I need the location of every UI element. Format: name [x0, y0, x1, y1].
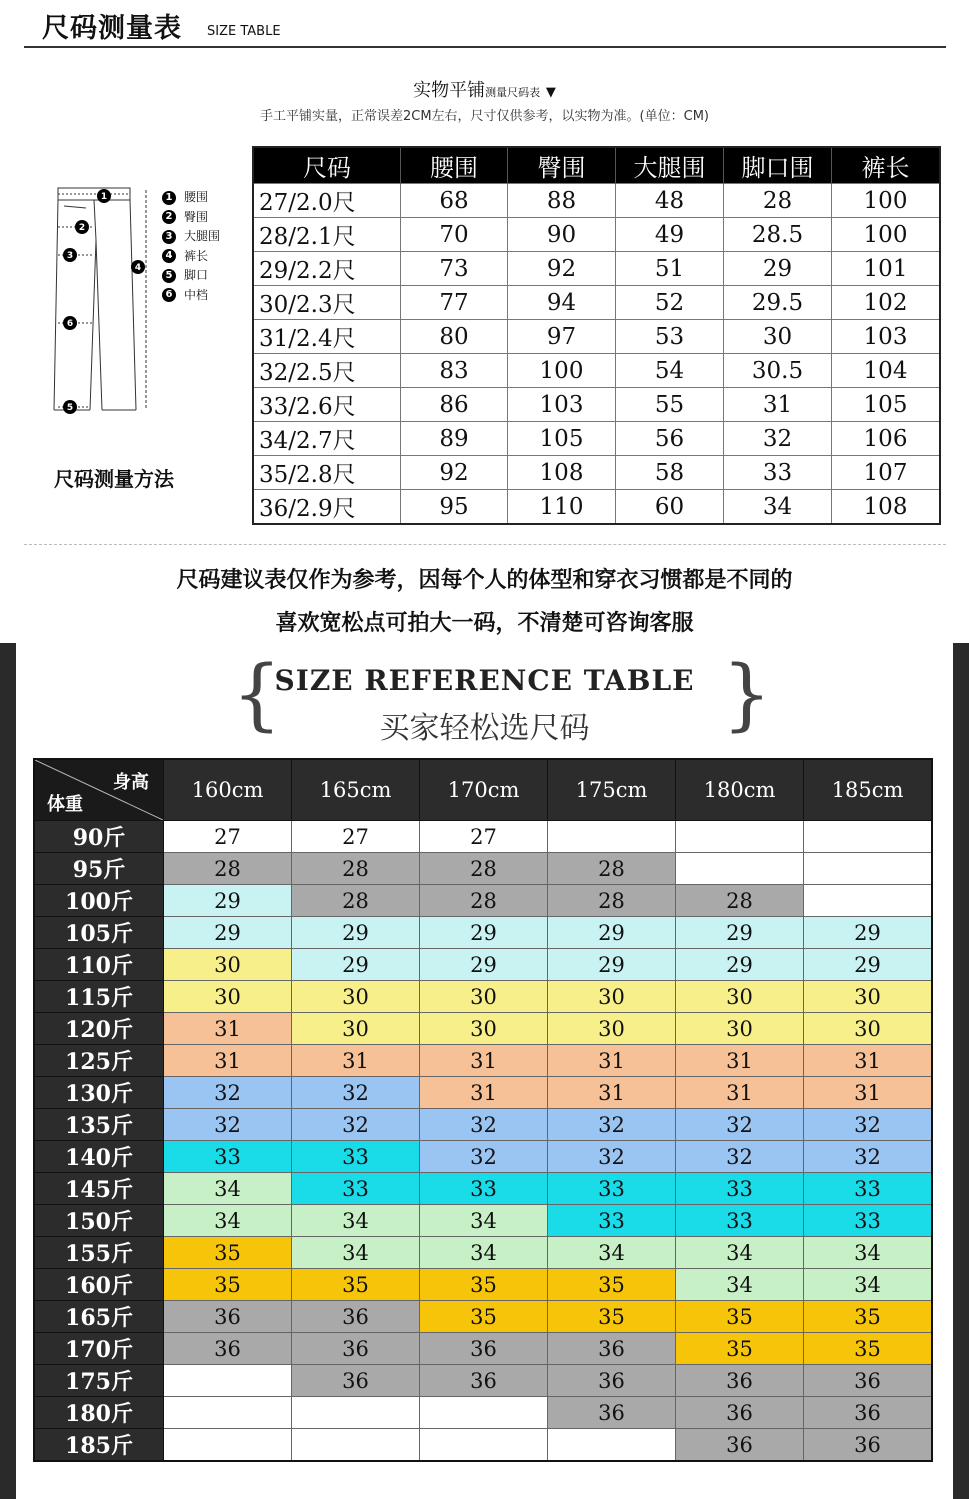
down-arrow-icon: ▼	[545, 85, 556, 100]
size-value-cell: 108	[832, 490, 941, 525]
weight-cell: 180斤	[34, 1397, 164, 1429]
reference-row	[34, 1301, 932, 1333]
weight-cell: 115斤	[34, 981, 164, 1013]
size-cell: 35	[676, 1301, 804, 1333]
reference-row	[34, 1397, 932, 1429]
size-cell: 32	[676, 1109, 804, 1141]
height-label: 身高	[113, 772, 149, 793]
size-value-cell: 28	[724, 184, 832, 218]
reference-row	[34, 1333, 932, 1365]
size-value-cell: 80	[401, 320, 508, 354]
size-cell: 34	[420, 1237, 548, 1269]
size-col-header: 裤长	[832, 147, 941, 184]
size-label-cell: 28/2.1尺	[253, 218, 401, 252]
size-cell: 36	[548, 1365, 676, 1397]
size-cell: 35	[548, 1269, 676, 1301]
size-cell: 29	[676, 917, 804, 949]
size-reference-table	[33, 758, 933, 1462]
size-value-cell: 68	[401, 184, 508, 218]
size-value-cell: 30.5	[724, 354, 832, 388]
legend-number: 3	[162, 230, 176, 244]
size-cell: 32	[164, 1077, 292, 1109]
size-table	[252, 146, 941, 525]
size-cell: 34	[164, 1205, 292, 1237]
size-cell: 29	[548, 917, 676, 949]
size-cell: 33	[548, 1173, 676, 1205]
size-cell: 31	[292, 1045, 420, 1077]
size-cell: 35	[164, 1269, 292, 1301]
corner-header	[34, 759, 164, 821]
size-value-cell: 103	[508, 388, 616, 422]
size-cell: 32	[676, 1141, 804, 1173]
size-cell: 31	[676, 1045, 804, 1077]
size-value-cell: 94	[508, 286, 616, 320]
size-cell: 28	[548, 885, 676, 917]
size-cell: 35	[676, 1333, 804, 1365]
reference-row	[34, 1045, 932, 1077]
size-cell: 35	[548, 1301, 676, 1333]
size-cell: 28	[292, 853, 420, 885]
size-label-cell: 31/2.4尺	[253, 320, 401, 354]
legend-number: 2	[162, 210, 176, 224]
size-cell: 36	[548, 1333, 676, 1365]
size-value-cell: 101	[832, 252, 941, 286]
size-value-cell: 53	[616, 320, 724, 354]
size-cell: 34	[164, 1173, 292, 1205]
size-cell	[676, 821, 804, 853]
size-cell: 30	[804, 981, 933, 1013]
reference-row	[34, 949, 932, 981]
measure-note: 手工平铺实量，正常误差2CM左右，尺寸仅供参考，以实物为准。(单位：CM)	[259, 109, 709, 124]
page-title: 尺码测量表	[42, 13, 182, 44]
size-label-cell: 30/2.3尺	[253, 286, 401, 320]
size-label-cell: 36/2.9尺	[253, 490, 401, 525]
size-cell: 30	[292, 1013, 420, 1045]
size-value-cell: 28.5	[724, 218, 832, 252]
size-cell: 36	[164, 1333, 292, 1365]
size-row	[253, 388, 940, 422]
size-cell: 28	[164, 853, 292, 885]
size-value-cell: 29	[724, 252, 832, 286]
weight-cell: 140斤	[34, 1141, 164, 1173]
size-value-cell: 103	[832, 320, 941, 354]
pants-diagram	[50, 180, 160, 420]
height-col-header: 170cm	[420, 759, 548, 821]
weight-cell: 95斤	[34, 853, 164, 885]
size-cell: 35	[164, 1237, 292, 1269]
size-row	[253, 456, 940, 490]
size-cell: 28	[420, 853, 548, 885]
size-cell: 31	[548, 1077, 676, 1109]
size-cell: 30	[804, 1013, 933, 1045]
size-row	[253, 286, 940, 320]
height-col-header: 165cm	[292, 759, 420, 821]
size-row	[253, 422, 940, 456]
height-col-header: 175cm	[548, 759, 676, 821]
size-cell: 31	[804, 1077, 933, 1109]
size-cell: 32	[420, 1141, 548, 1173]
reference-row	[34, 1269, 932, 1301]
size-cell: 29	[676, 949, 804, 981]
size-value-cell: 32	[724, 422, 832, 456]
size-cell: 33	[292, 1141, 420, 1173]
size-cell: 33	[804, 1205, 933, 1237]
measure-method-label: 尺码测量方法	[54, 467, 174, 491]
size-cell: 36	[292, 1333, 420, 1365]
size-cell: 28	[420, 885, 548, 917]
legend-number: 6	[162, 288, 176, 302]
size-cell: 31	[420, 1077, 548, 1109]
size-value-cell: 110	[508, 490, 616, 525]
size-value-cell: 90	[508, 218, 616, 252]
size-value-cell: 108	[508, 456, 616, 490]
reference-title-en: SIZE REFERENCE TABLE	[274, 664, 695, 697]
size-cell: 30	[420, 1013, 548, 1045]
legend-label: 腰围	[184, 190, 209, 204]
height-col-header: 180cm	[676, 759, 804, 821]
legend-number: 5	[162, 269, 176, 283]
weight-cell: 175斤	[34, 1365, 164, 1397]
size-cell: 36	[804, 1397, 933, 1429]
size-advice	[0, 559, 969, 645]
size-cell: 29	[804, 949, 933, 981]
size-value-cell: 48	[616, 184, 724, 218]
reference-row	[34, 981, 932, 1013]
size-cell: 35	[420, 1269, 548, 1301]
height-col-header: 160cm	[164, 759, 292, 821]
size-row	[253, 320, 940, 354]
weight-cell: 160斤	[34, 1269, 164, 1301]
reference-row	[34, 1109, 932, 1141]
size-cell	[804, 853, 933, 885]
weight-cell: 110斤	[34, 949, 164, 981]
right-brace-icon: }	[722, 650, 772, 740]
svg-text:3: 3	[66, 251, 74, 261]
size-cell: 31	[676, 1077, 804, 1109]
size-value-cell: 105	[508, 422, 616, 456]
size-cell: 33	[676, 1173, 804, 1205]
size-cell: 29	[292, 949, 420, 981]
size-label-cell: 33/2.6尺	[253, 388, 401, 422]
size-cell: 32	[292, 1109, 420, 1141]
size-cell: 36	[292, 1301, 420, 1333]
size-cell: 36	[676, 1397, 804, 1429]
size-value-cell: 92	[401, 456, 508, 490]
legend-label: 中档	[184, 287, 209, 302]
size-value-cell: 102	[832, 286, 941, 320]
reference-row	[34, 1141, 932, 1173]
size-cell	[292, 1429, 420, 1462]
size-cell: 29	[164, 917, 292, 949]
size-value-cell: 55	[616, 388, 724, 422]
size-col-header: 大腿围	[616, 147, 724, 184]
size-cell	[420, 1397, 548, 1429]
legend-item	[162, 227, 220, 247]
size-cell: 29	[292, 917, 420, 949]
size-value-cell: 107	[832, 456, 941, 490]
size-value-cell: 97	[508, 320, 616, 354]
size-cell	[164, 1429, 292, 1462]
size-value-cell: 60	[616, 490, 724, 525]
size-cell: 36	[804, 1429, 933, 1462]
svg-text:4: 4	[134, 263, 142, 273]
legend-label: 脚口	[184, 268, 209, 282]
size-cell	[804, 821, 933, 853]
size-cell: 34	[420, 1205, 548, 1237]
size-label-cell: 29/2.2尺	[253, 252, 401, 286]
size-value-cell: 49	[616, 218, 724, 252]
legend-number: 1	[162, 191, 176, 205]
size-cell	[548, 821, 676, 853]
size-value-cell: 100	[832, 218, 941, 252]
weight-cell: 125斤	[34, 1045, 164, 1077]
page-subtitle: SIZE TABLE	[207, 24, 281, 39]
size-cell: 33	[292, 1173, 420, 1205]
size-cell: 36	[164, 1301, 292, 1333]
size-cell: 27	[292, 821, 420, 853]
size-cell: 32	[548, 1141, 676, 1173]
size-cell: 33	[804, 1173, 933, 1205]
size-cell: 34	[548, 1237, 676, 1269]
size-table-header	[253, 147, 940, 184]
size-cell: 29	[164, 885, 292, 917]
reference-row	[34, 1237, 932, 1269]
size-cell: 30	[548, 981, 676, 1013]
size-label-cell: 35/2.8尺	[253, 456, 401, 490]
legend-item	[162, 208, 220, 228]
legend-item	[162, 247, 220, 267]
size-cell: 36	[420, 1333, 548, 1365]
size-col-header: 臀围	[508, 147, 616, 184]
size-cell: 36	[292, 1365, 420, 1397]
flat-title-small: 测量尺码表	[485, 86, 541, 99]
size-cell: 35	[292, 1269, 420, 1301]
weight-cell: 130斤	[34, 1077, 164, 1109]
size-cell: 36	[676, 1429, 804, 1462]
reference-row	[34, 853, 932, 885]
reference-row	[34, 885, 932, 917]
size-cell: 34	[292, 1205, 420, 1237]
size-cell: 31	[804, 1045, 933, 1077]
size-cell: 30	[164, 981, 292, 1013]
size-cell	[420, 1429, 548, 1462]
legend-item	[162, 188, 220, 208]
legend-item	[162, 286, 220, 306]
size-value-cell: 30	[724, 320, 832, 354]
reference-table-body	[34, 821, 932, 1462]
weight-label: 体重	[47, 794, 83, 815]
legend-label: 大腿围	[184, 229, 221, 243]
size-cell: 27	[164, 821, 292, 853]
weight-cell: 165斤	[34, 1301, 164, 1333]
size-value-cell: 52	[616, 286, 724, 320]
size-cell	[292, 1397, 420, 1429]
size-row	[253, 184, 940, 218]
legend-number: 4	[162, 249, 176, 263]
reference-row	[34, 1205, 932, 1237]
size-row	[253, 354, 940, 388]
size-cell: 32	[804, 1109, 933, 1141]
legend-label: 裤长	[184, 248, 209, 263]
flat-measure-title	[0, 76, 969, 102]
reference-row	[34, 821, 932, 853]
size-value-cell: 100	[832, 184, 941, 218]
weight-cell: 120斤	[34, 1013, 164, 1045]
size-cell: 33	[548, 1205, 676, 1237]
size-cell: 34	[292, 1237, 420, 1269]
size-cell: 29	[420, 949, 548, 981]
weight-cell: 90斤	[34, 821, 164, 853]
size-cell: 36	[548, 1397, 676, 1429]
size-cell: 29	[804, 917, 933, 949]
size-value-cell: 95	[401, 490, 508, 525]
size-cell: 28	[548, 853, 676, 885]
left-brace-icon: {	[232, 650, 282, 740]
svg-text:2: 2	[78, 223, 86, 233]
size-cell: 34	[676, 1237, 804, 1269]
size-value-cell: 58	[616, 456, 724, 490]
size-value-cell: 34	[724, 490, 832, 525]
size-value-cell: 31	[724, 388, 832, 422]
size-row	[253, 218, 940, 252]
size-cell	[164, 1365, 292, 1397]
reference-row	[34, 917, 932, 949]
size-cell: 36	[420, 1365, 548, 1397]
size-value-cell: 100	[508, 354, 616, 388]
weight-cell: 185斤	[34, 1429, 164, 1462]
size-cell: 31	[164, 1045, 292, 1077]
size-label-cell: 27/2.0尺	[253, 184, 401, 218]
size-value-cell: 77	[401, 286, 508, 320]
size-cell: 29	[420, 917, 548, 949]
size-value-cell: 106	[832, 422, 941, 456]
size-value-cell: 51	[616, 252, 724, 286]
size-table-body	[253, 184, 940, 525]
size-value-cell: 88	[508, 184, 616, 218]
size-cell: 28	[676, 885, 804, 917]
weight-cell: 170斤	[34, 1333, 164, 1365]
size-col-header: 脚口围	[724, 147, 832, 184]
svg-text:6: 6	[66, 319, 74, 329]
weight-cell: 105斤	[34, 917, 164, 949]
size-cell: 32	[164, 1109, 292, 1141]
size-value-cell: 29.5	[724, 286, 832, 320]
weight-cell: 155斤	[34, 1237, 164, 1269]
size-cell: 33	[420, 1173, 548, 1205]
size-label-cell: 34/2.7尺	[253, 422, 401, 456]
header-divider	[24, 46, 946, 48]
measure-legend	[162, 188, 220, 305]
size-cell: 32	[420, 1109, 548, 1141]
legend-item	[162, 266, 220, 286]
section-divider	[24, 544, 946, 545]
advice-line-1: 尺码建议表仅作为参考，因每个人的体型和穿衣习惯都是不同的	[176, 568, 793, 593]
size-cell: 36	[804, 1365, 933, 1397]
size-cell: 34	[804, 1269, 933, 1301]
size-cell: 33	[164, 1141, 292, 1173]
legend-label: 臀围	[184, 209, 209, 224]
weight-cell: 145斤	[34, 1173, 164, 1205]
size-value-cell: 33	[724, 456, 832, 490]
size-row	[253, 490, 940, 525]
svg-text:5: 5	[66, 403, 74, 413]
size-col-header: 腰围	[401, 147, 508, 184]
reference-row	[34, 1365, 932, 1397]
size-cell	[548, 1429, 676, 1462]
size-value-cell: 70	[401, 218, 508, 252]
size-cell: 35	[420, 1301, 548, 1333]
size-value-cell: 54	[616, 354, 724, 388]
size-cell: 28	[292, 885, 420, 917]
advice-line-2: 喜欢宽松点可拍大一码，不清楚可咨询客服	[275, 611, 694, 636]
size-cell: 31	[548, 1045, 676, 1077]
flat-title-main: 实物平铺	[413, 80, 486, 101]
size-value-cell: 86	[401, 388, 508, 422]
size-cell: 32	[292, 1077, 420, 1109]
size-cell: 34	[804, 1237, 933, 1269]
size-cell	[164, 1397, 292, 1429]
size-cell: 32	[804, 1141, 933, 1173]
height-col-header: 185cm	[804, 759, 933, 821]
size-value-cell: 105	[832, 388, 941, 422]
size-cell: 30	[292, 981, 420, 1013]
reference-row	[34, 1429, 932, 1462]
size-cell: 27	[420, 821, 548, 853]
size-label-cell: 32/2.5尺	[253, 354, 401, 388]
size-cell: 35	[804, 1333, 933, 1365]
size-cell	[676, 853, 804, 885]
size-cell: 33	[676, 1205, 804, 1237]
size-value-cell: 92	[508, 252, 616, 286]
size-cell: 31	[420, 1045, 548, 1077]
reference-row	[34, 1013, 932, 1045]
size-cell: 30	[420, 981, 548, 1013]
size-value-cell: 73	[401, 252, 508, 286]
reference-row	[34, 1077, 932, 1109]
size-value-cell: 56	[616, 422, 724, 456]
size-cell: 34	[676, 1269, 804, 1301]
reference-title-cn: 买家轻松选尺码	[379, 711, 590, 746]
size-col-header: 尺码	[253, 147, 401, 184]
size-value-cell: 104	[832, 354, 941, 388]
size-row	[253, 252, 940, 286]
reference-header-row	[34, 759, 932, 821]
size-cell: 31	[164, 1013, 292, 1045]
size-cell: 35	[804, 1301, 933, 1333]
size-cell: 36	[676, 1365, 804, 1397]
reference-row	[34, 1173, 932, 1205]
svg-text:1: 1	[100, 192, 108, 202]
size-cell: 30	[676, 1013, 804, 1045]
size-value-cell: 83	[401, 354, 508, 388]
size-cell: 29	[548, 949, 676, 981]
weight-cell: 100斤	[34, 885, 164, 917]
weight-cell: 150斤	[34, 1205, 164, 1237]
size-cell: 30	[548, 1013, 676, 1045]
size-cell: 32	[548, 1109, 676, 1141]
weight-cell: 135斤	[34, 1109, 164, 1141]
size-cell: 30	[676, 981, 804, 1013]
size-cell	[804, 885, 933, 917]
size-cell: 30	[164, 949, 292, 981]
size-value-cell: 89	[401, 422, 508, 456]
